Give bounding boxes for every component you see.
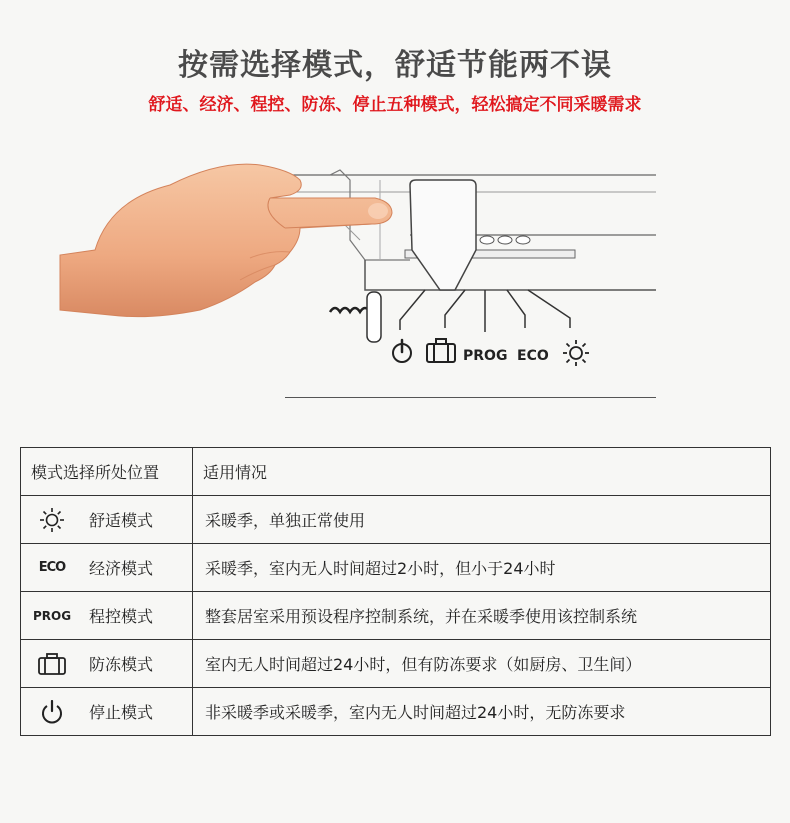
mode-description: 非采暖季或采暖季，室内无人时间超过24小时，无防冻要求 — [193, 688, 771, 736]
suitcase-icon — [21, 653, 83, 675]
mode-description: 整套居室采用预设程序控制系统，并在采暖季使用该控制系统 — [193, 592, 771, 640]
table-header-row — [21, 448, 771, 496]
mode-description: 采暖季，单独正常使用 — [193, 496, 771, 544]
heater-coil-icon — [330, 308, 370, 312]
page-subtitle: 舒适、经济、程控、防冻、停止五种模式，轻松搞定不同采暖需求 — [148, 95, 642, 115]
table-row — [21, 688, 771, 736]
mode-name: 舒适模式 — [89, 511, 154, 530]
device-panel-drawing — [0, 140, 790, 420]
table-row — [21, 640, 771, 688]
sun-icon — [21, 507, 83, 533]
panel-sun-icon — [563, 340, 589, 366]
mode-name: 经济模式 — [89, 559, 154, 578]
panel-eco-label: ECO — [517, 348, 549, 364]
table-row — [21, 496, 771, 544]
power-icon — [21, 700, 83, 724]
mode-description: 室内无人时间超过24小时，但有防冻要求（如厨房、卫生间） — [193, 640, 771, 688]
mode-table — [20, 447, 771, 736]
mode-name: 防冻模式 — [89, 655, 154, 674]
header-mode-position: 模式选择所处位置 — [21, 448, 193, 496]
mode-name: 停止模式 — [89, 703, 154, 722]
panel-prog-label: PROG — [463, 348, 508, 364]
table-row — [21, 592, 771, 640]
table-row — [21, 544, 771, 592]
panel-bottom-line — [285, 397, 656, 398]
device-illustration — [0, 140, 790, 420]
mode-name: 程控模式 — [89, 607, 154, 626]
prog-icon: PROG — [32, 608, 72, 623]
mode-description: 采暖季，室内无人时间超过2小时，但小于24小时 — [193, 544, 771, 592]
header-usage: 适用情况 — [193, 448, 771, 496]
page-title: 按需选择模式，舒适节能两不误 — [178, 48, 612, 83]
panel-suitcase-icon — [427, 339, 455, 362]
panel-power-icon — [393, 340, 411, 362]
eco-icon: ECO — [38, 560, 66, 575]
pointing-hand — [60, 164, 392, 317]
